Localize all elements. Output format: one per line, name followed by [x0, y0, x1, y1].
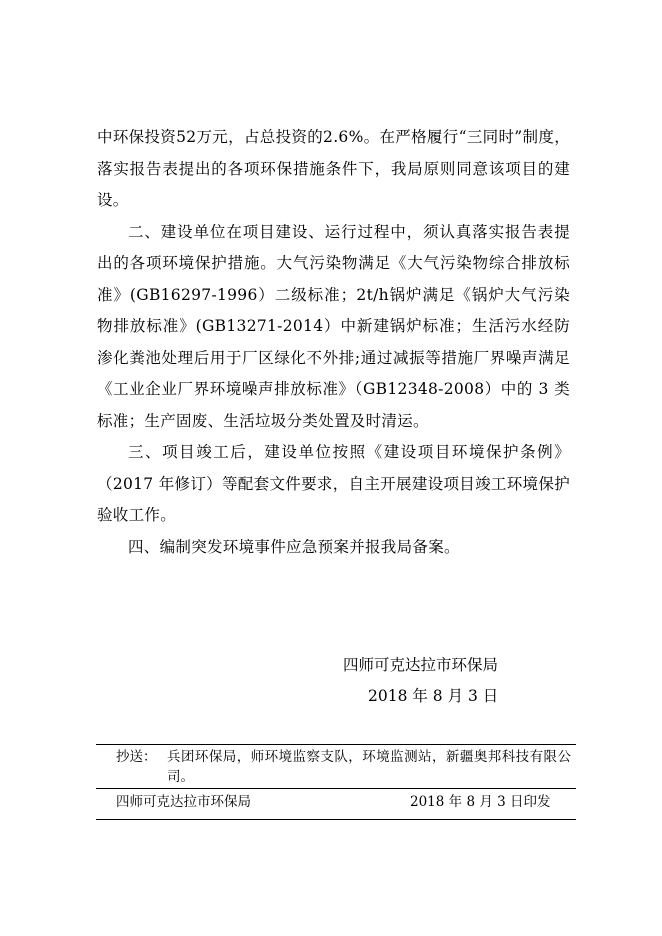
distribution-label: 抄送： [116, 749, 157, 765]
paragraph-continuation: 中环保投资52万元，占总投资的2.6%。在严格履行“三同时”制度，落实报告表提出的各项环保措施条件下，我局原则同意该项目的建设。 [97, 128, 570, 209]
paragraph-item-3: 三、项目竣工后，建设单位按照《建设项目环境保护条例》（2017 年修订）等配套文件要求，自主开展建设项目竣工环境保护验收工作。 [97, 443, 570, 524]
divider-bottom [96, 819, 576, 820]
signature-date: 2018 年 8 月 3 日 [368, 687, 499, 705]
divider-middle [96, 788, 576, 789]
divider-top [96, 744, 576, 745]
distribution-recipients: 兵团环保局，师环境监察支队，环境监测站，新疆奥邦科技有限公司。 [167, 749, 571, 785]
footer-issuer: 四师可克达拉市环保局 [116, 794, 251, 810]
paragraph-item-4: 四、编制突发环境事件应急预案并报我局备案。 [128, 537, 460, 556]
document-body [97, 122, 570, 563]
distribution-block [116, 747, 571, 787]
paragraph-item-2: 二、建设单位在项目建设、运行过程中，须认真落实报告表提出的各项环境保护措施。大气污染物满足《大气污染物综合排放标准》(GB16297-1996）二级标准；2t/h锅炉满足《锅炉大气污染物排放标准》(GB13271-2014）中新建锅炉标准；生活污水经防渗化粪池处理后用于厂区绿化不外排;通过减振等措施厂界噪声满足《工业企业厂界环境噪声排放标准》（GB12348-2008）中的 3 类标准；生产固废、生活垃圾分类处置及时清运。 [97, 222, 570, 430]
footer-print-date: 2018 年 8 月 3 日印发 [410, 794, 551, 810]
signature-organization: 四师可克达拉市环保局 [343, 656, 499, 674]
